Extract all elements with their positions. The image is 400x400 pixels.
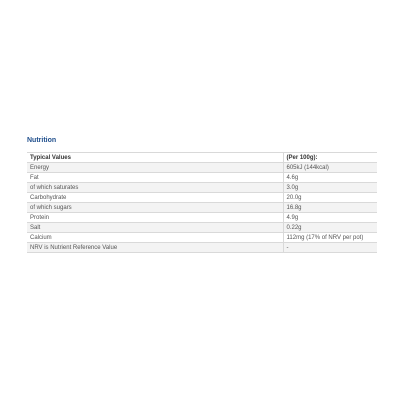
row-value: 0.22g (283, 223, 377, 233)
table-row (27, 203, 377, 213)
nutrition-heading: Nutrition (27, 137, 57, 144)
row-value: 20.0g (283, 193, 377, 203)
table-row (27, 213, 377, 223)
header-typical-values: Typical Values (27, 153, 283, 163)
row-value: 4.9g (283, 213, 377, 223)
row-label: Fat (27, 173, 283, 183)
nutrition-section (27, 136, 377, 253)
row-value: 3.0g (283, 183, 377, 193)
row-value: 112mg (17% of NRV per pot) (283, 233, 377, 243)
row-label: of which sugars (27, 203, 283, 213)
row-value: 605kJ (144kcal) (283, 163, 377, 173)
row-value: 4.6g (283, 173, 377, 183)
row-label: NRV is Nutrient Reference Value (27, 243, 283, 253)
table-row (27, 173, 377, 183)
row-label: of which saturates (27, 183, 283, 193)
row-label: Carbohydrate (27, 193, 283, 203)
row-label: Calcium (27, 233, 283, 243)
table-row (27, 223, 377, 233)
table-header-row (27, 153, 377, 163)
row-value: 16.8g (283, 203, 377, 213)
nutrition-table (27, 152, 377, 253)
table-row (27, 193, 377, 203)
header-per-100g: (Per 100g): (283, 153, 377, 163)
row-label: Protein (27, 213, 283, 223)
table-row (27, 163, 377, 173)
table-row (27, 183, 377, 193)
row-label: Salt (27, 223, 283, 233)
table-row (27, 233, 377, 243)
row-label: Energy (27, 163, 283, 173)
row-value: - (283, 243, 377, 253)
table-row (27, 243, 377, 253)
